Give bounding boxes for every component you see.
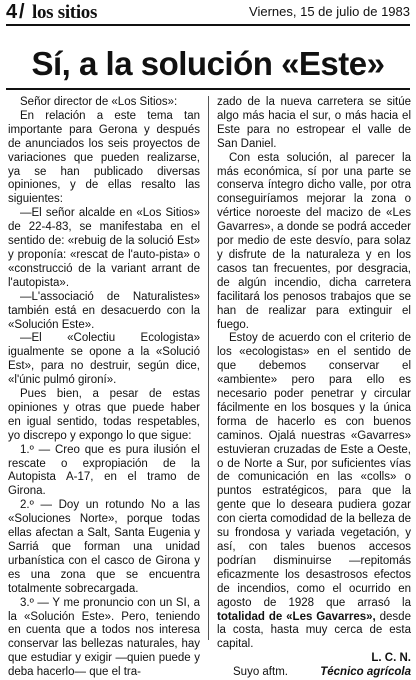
salutation: Señor director de «Los Sitios»: (20, 96, 178, 108)
article-text: Estoy de acuerdo con el criterio de los «ecologistas» en el sentido de que debemos conservar el «ambiente» pero para ello es necesario poder penetrar y circular fácilmente en los bosques y la única forma de hacerlo es con buenos caminos. Ojalá nuestras «Gavarres» estuvieran cruzadas de Este a Oeste, o de Norte a Sur, por suficientes vías de comunicación en las «colls» o puntos estratégicos, para que la gente que lo deseara pudiera gozar con cierta comodidad de la belleza de su frondosa y variada vegetación, y así, con tales buenos accesos podrían disminuirse —repitomás eficazmente los desastrosos efectos de incendios, como el ocurrido en agosto de 1928 que arrasó la (217, 332, 411, 609)
article-paragraph: En relación a este tema tan importante para Gerona y después de anunciados los seis proyectos de variaciones que pueden realizarse, ya se han publicado diversas opiniones, y de ellas resalto las siguientes: (8, 109, 200, 206)
column-divider (208, 96, 209, 640)
article-text: desde la costa, hasta muy cerca de esta capital. (217, 610, 411, 651)
article-paragraph: zado de la nueva carretera se sitúe algo más hacia el sur, o más hacia el Este para no estropear el valle de San Daniel. (217, 96, 411, 150)
page-number: 4 (6, 1, 18, 23)
masthead-rule (6, 24, 410, 26)
masthead (6, 2, 410, 22)
emphasized-text: totalidad de «Les Gavarres», (217, 610, 376, 623)
article-paragraph: Con esta solución, al parecer la más económica, sí por una parte se conserva íntegro dicho valle, por otra conseguiríamos mejorar la zona o vértice noroeste del macizo de «Les Gavarres», a donde se podrá acceder por medio de este desvío, para solaz y disfrute de la naturaleza y en los casos tan frecuentes, por desgracia, de algún incendio, dicha carretera facilitará los penosos trabajos que se han de realizar para extinguir el fuego. (217, 151, 411, 331)
issue-date: Viernes, 15 de julio de 1983 (249, 4, 410, 19)
article-paragraph: —El «Colectiu Ecologista» igualmente se opone a la «Solució Est», para no destruir, según dice, «l'únic pulmó gironí». (8, 332, 200, 387)
masthead-separator: / (19, 1, 25, 23)
closing: Suyo aftm. (233, 666, 288, 679)
signature-line (217, 666, 411, 680)
headline: Sí, a la solución «Este» (31, 45, 385, 82)
article-paragraph: Pues bien, a pesar de estas opiniones y otras que puede haber en igual sentido, todas respetables, yo discrepo y expongo lo que sigue: (8, 388, 200, 442)
article-paragraph (217, 332, 411, 652)
article-paragraph: 1.º — Creo que es pura ilusión el rescate o expropiación de la Autopista A-17, en el tramo de Girona. (8, 443, 200, 498)
signature-title: Técnico agrícola (320, 666, 411, 679)
article-paragraph: —El señor alcalde en «Los Sitios» de 22-4-83, se manifestaba en el sentido de: «rebuig de la solució Est» y proponía: «rescat de l'auto-pista» o «construcció de la variant arrant de l'autopista». (8, 207, 200, 289)
article-right-column (217, 96, 411, 680)
article-paragraph: 2.º — Doy un rotundo No a las «Soluciones Norte», porque todas ellas afectan a Salt, Santa Eugenia y Sarriá que forman una unidad urbanística con el casco de Girona y es una zona que se encuentra totalmente sobrecargada. (8, 499, 200, 595)
article-left-column (8, 96, 200, 680)
section-title: los sitios (32, 2, 98, 23)
headline-rule (6, 88, 410, 90)
signature-initials: L. C. N. (371, 652, 411, 665)
article-paragraph: —L'associació de Naturalistes» también está en desacuerdo con la «Solución Este». (8, 290, 200, 331)
article-paragraph: 3.º — Y me pronuncio con un SI, a la «Solución Este». Pero, teniendo en cuenta que a todos nos interesa conservar las bellezas naturales, hay que estudiar y exigir —quien puede y deba hacerlo— que el tra- (8, 596, 200, 679)
